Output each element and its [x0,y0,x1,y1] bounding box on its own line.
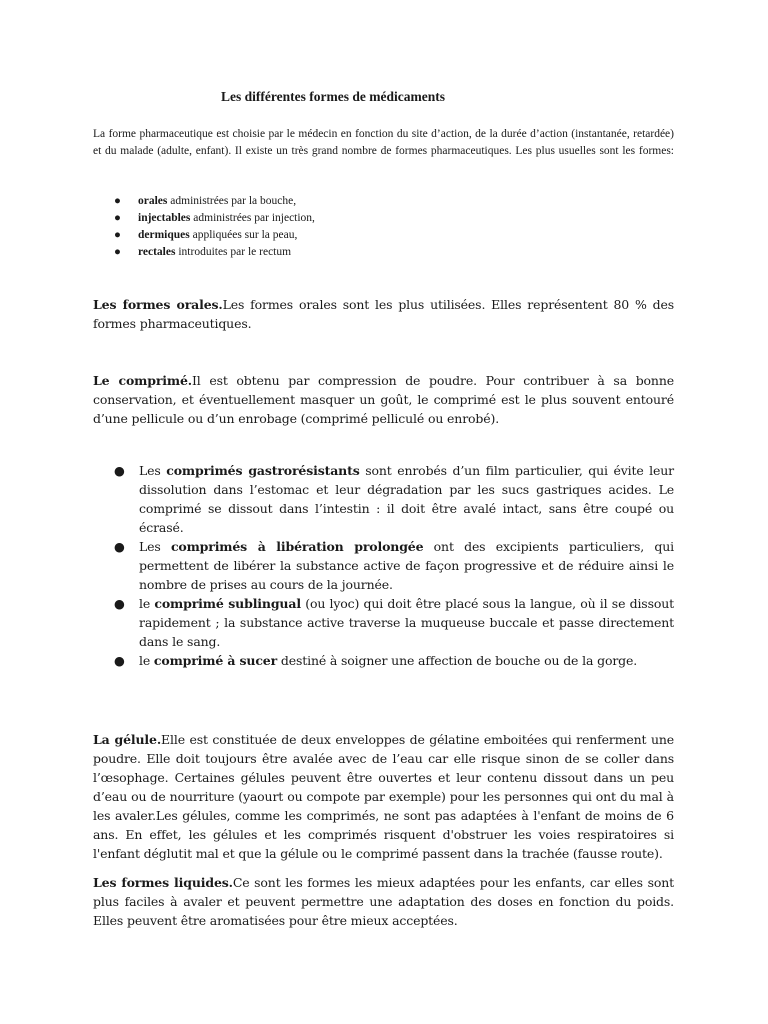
liquides-paragraph [93,873,674,930]
form-term: orales [138,195,168,207]
list-item [93,227,593,244]
gelule-paragraph [93,730,674,863]
form-term: dermiques [138,229,190,241]
list-item [93,210,593,227]
oral-text: Les formes orales sont les plus utilisées. Elles représentent 80 % des formes pharmaceutiques. [93,297,674,331]
oral-heading: Les formes orales. [93,297,223,312]
gelule-text: Elle est constituée de deux enveloppes de gélatine emboitées qui renferment une poudre. Elle doit toujours être avalée avec de l’eau car elle risque sinon de se coller dans l’œsophage. Certaines gélules peuvent être ouvertes et leur contenu dissout dans un peu d’eau ou de nourriture (yaourt ou compote par exemple) pour les personnes qui ont du mal à les avaler.Les gélules, comme les comprimés, ne sont pas adaptées à l'enfant de moins de 6 ans. En effet, les gélules et les comprimés risquent d'obstruer les voies respiratoires si l'enfant déglutit mal et que la gélule ou le comprimé passent dans la trachée (fausse route). [93,732,674,861]
liquides-heading: Les formes liquides. [93,875,233,890]
item-term: comprimés gastrorésistants [166,463,360,478]
form-desc: appliquées sur la peau, [189,229,298,241]
item-term: comprimé à sucer [153,653,278,668]
list-item [93,537,674,594]
list-item [93,594,674,651]
forms-list [93,193,593,261]
bullet-icon: ● [114,596,125,611]
comprime-heading: Le comprimé. [93,373,192,388]
bullet-icon: ● [114,246,121,258]
bullet-icon: ● [114,195,121,207]
bullet-icon: ● [114,653,125,668]
list-item [93,193,593,210]
item-term: comprimés à libération prolongée [170,539,424,554]
item-prefix: le [139,596,155,611]
form-term: rectales [138,246,176,258]
list-item [93,244,593,261]
bullet-icon: ● [114,539,125,554]
comprime-types-list [93,461,674,670]
document-title: Les différentes formes de médicaments [221,89,445,104]
list-item [93,651,674,670]
item-prefix: Les [139,539,171,554]
comprime-paragraph [93,371,674,428]
item-text: sont enrobés d’un film particulier, qui évite leur dissolution dans l’estomac et leur dégradation par les sucs gastriques acides. Le comprimé se dissout dans l’intestin : il doit être avalé intact, sans être coupé ou écrasé. [139,463,674,535]
bullet-icon: ● [114,212,121,224]
liquides-text: Ce sont les formes les mieux adaptées pour les enfants, car elles sont plus faciles à avaler et peuvent permettre une adaptation des doses en fonction du poids. Elles peuvent être aromatisées pour être mieux acceptées. [93,875,675,928]
form-term: injectables [138,212,191,224]
bullet-icon: ● [114,463,125,478]
intro-paragraph: La forme pharmaceutique est choisie par le médecin en fonction du site d’action, de la durée d’action (instantanée, retardée) et du malade (adulte, enfant). Il existe un très grand nombre de formes pharmaceutiques. Les plus usuelles sont les formes: [93,128,674,157]
gelule-heading: La gélule. [93,732,162,747]
form-desc: administrées par injection, [190,212,315,224]
item-text: ont des excipients particuliers, qui permettent de libérer la substance active de façon progressive et de réduire ainsi le nombre de prises au cours de la journée. [139,539,674,592]
list-item [93,461,674,537]
form-desc: introduites par le rectum [175,246,292,258]
item-prefix: le [139,653,154,668]
item-text: destiné à soigner une affection de bouche ou de la gorge. [277,653,638,668]
item-prefix: Les [139,463,167,478]
form-desc: administrées par la bouche, [167,195,297,207]
oral-paragraph [93,295,674,333]
item-text: (ou lyoc) qui doit être placé sous la langue, où il se dissout rapidement ; la substance active traverse la muqueuse buccale et passe directement dans le sang. [139,596,674,649]
item-term: comprimé sublingual [154,596,301,611]
comprime-text: Il est obtenu par compression de poudre. Pour contribuer à sa bonne conservation, et éventuellement masquer un goût, le comprimé est le plus souvent entouré d’une pellicule ou d’un enrobage (comprimé pelliculé ou enrobé). [93,373,674,426]
bullet-icon: ● [114,229,121,241]
